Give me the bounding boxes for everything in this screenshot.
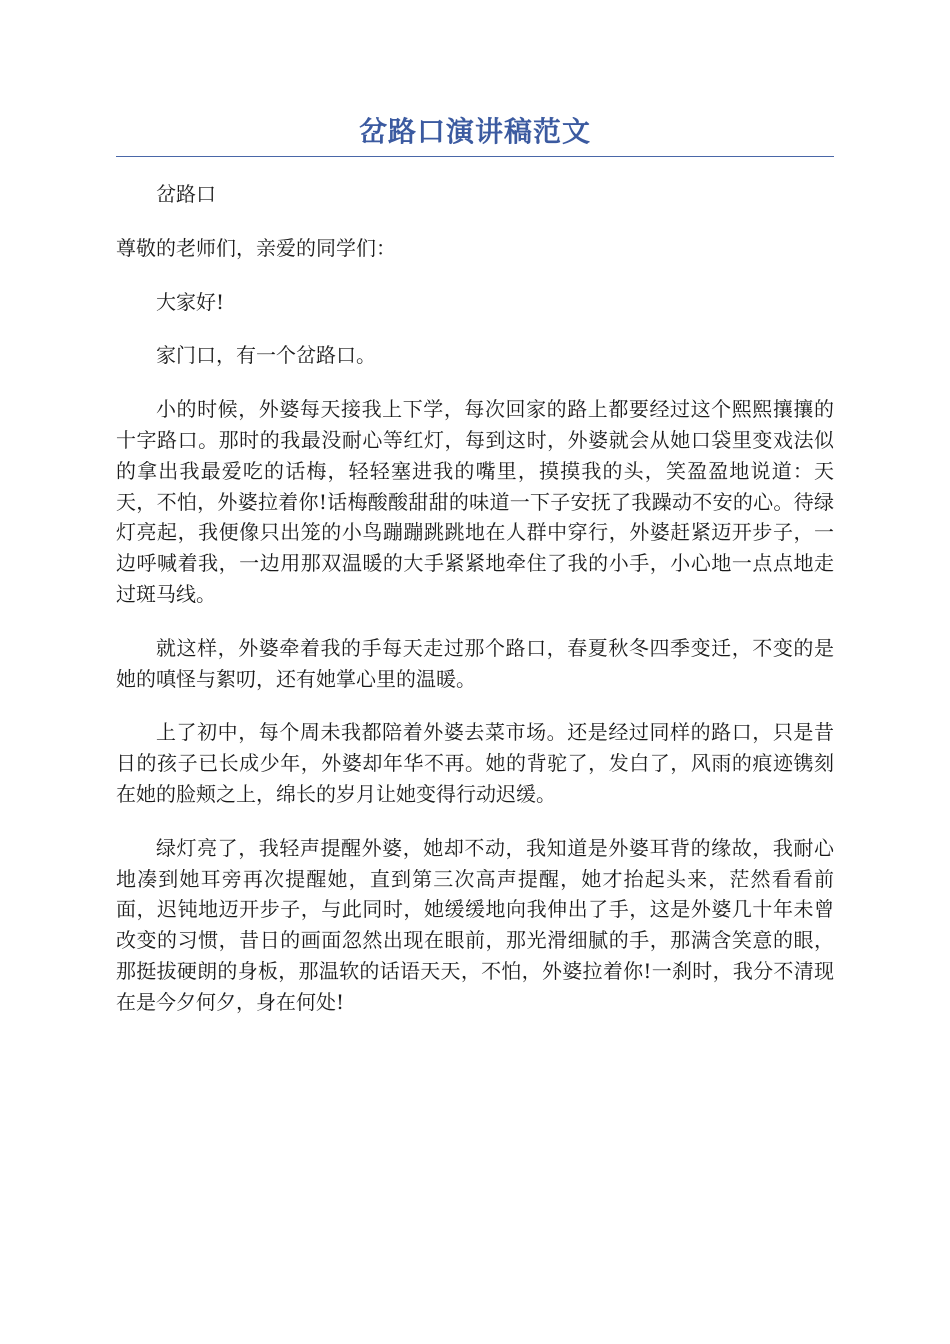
paragraph-5: 绿灯亮了，我轻声提醒外婆，她却不动，我知道是外婆耳背的缘故，我耐心地凑到她耳旁再次提醒她，直到第三次高声提醒，她才抬起头来，茫然看看前面，迟钝地迈开步子，与此同时，她缓缓地向我伸出了手，这是外婆几十年未曾改变的习惯，昔日的画面忽然出现在眼前，那光滑细腻的手，那满含笑意的眼，那挺拔硬朗的身板，那温软的话语天天，不怕，外婆拉着你!一刹时，我分不清现在是今夕何夕，身在何处! (116, 835, 834, 1014)
paragraph-4: 上了初中，每个周未我都陪着外婆去菜市场。还是经过同样的路口，只是昔日的孩子已长成少年，外婆却年华不再。她的背驼了，发白了，风雨的痕迹镌刻在她的脸颊之上，绵长的岁月让她变得行动迟缓。 (116, 720, 834, 806)
paragraph-1: 家门口，有一个岔路口。 (156, 343, 376, 368)
paragraph-3: 就这样，外婆牵着我的手每天走过那个路口，春夏秋冬四季变迁，不变的是她的嗔怪与絮叨，还有她掌心里的温暖。 (116, 635, 834, 691)
paragraph-heading: 岔路口 (156, 182, 216, 206)
paragraph-salutation: 尊敬的老师们，亲爱的同学们： (116, 235, 396, 260)
paragraph-2: 小的时候，外婆每天接我上下学，每次回家的路上都要经过这个熙熙攘攘的十字路口。那时的我最没耐心等红灯，每到这时，外婆就会从她口袋里变戏法似的拿出我最爱吃的话梅，轻轻塞进我的嘴里，摸摸我的头，笑盈盈地说道：天天，不怕，外婆拉着你!话梅酸酸甜甜的味道一下子安抚了我躁动不安的心。待绿灯亮起，我便像只出笼的小鸟蹦蹦跳跳地在人群中穿行，外婆赶紧迈开步子，一边呼喊着我，一边用那双温暖的大手紧紧地牵住了我的小手，小心地一点点地走过斑马线。 (116, 397, 834, 606)
document-title: 岔路口演讲稿范文 (358, 115, 591, 148)
document-page (116, 110, 834, 1041)
paragraph-greeting: 大家好! (156, 289, 225, 314)
title-divider (116, 156, 834, 157)
